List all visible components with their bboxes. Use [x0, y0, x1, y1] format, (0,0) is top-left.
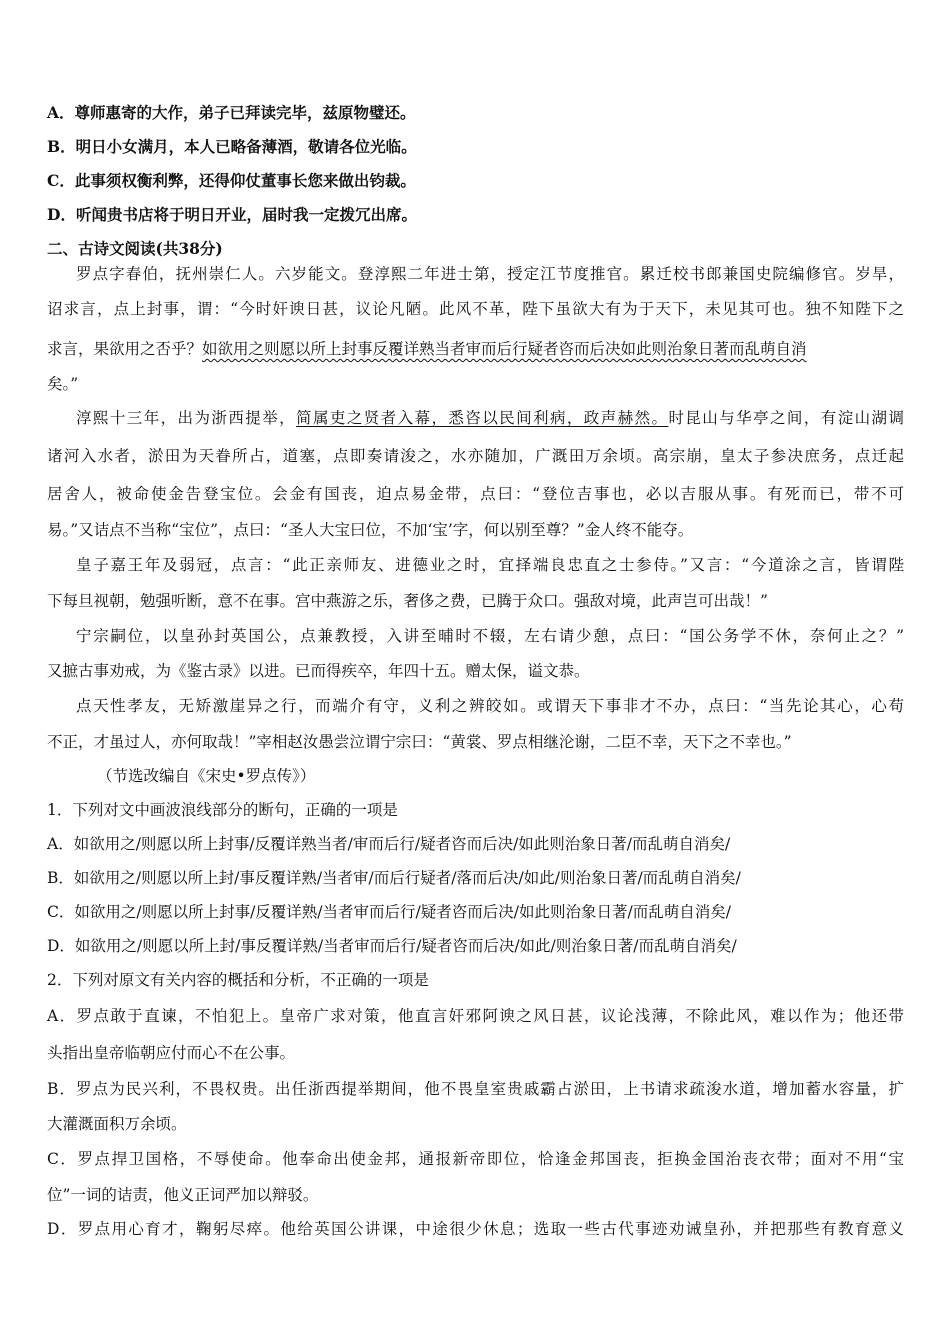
passage-p1-line2: 诏求言，点上封事，谓：“今时奸谀日甚，议论凡陋。此风不革，陛下虽欲大有为于天下，未见其可也。独不知陛下之	[47, 300, 904, 318]
option-b-top: B．明日小女满月，本人已略备薄酒，敬请各位光临。	[47, 137, 417, 156]
passage-p4-line1: 宁宗嗣位，以皇孙封英国公，点兼教授，入讲至晡时不辍，左右请少憩，点曰：“国公务学不休，奈何止之？”	[76, 627, 904, 645]
q1-option-a: A．如欲用之/则愿以所上封事/反覆详熟当者/审而后行/疑者咨而后决/如此则治象日著/而乱萌自消矣/	[47, 835, 731, 853]
passage-p4-line2: 又摭古事劝戒，为《鉴古录》以进。已而得疾卒，年四十五。赠太保，谥文恭。	[47, 662, 590, 680]
q2-option-c-line2: 位”一词的诘责，他义正词严加以辩驳。	[47, 1186, 319, 1204]
passage-p1-line1: 罗点字春伯，抚州崇仁人。六岁能文。登淳熙二年进士第，授定江节度推官。累迁校书郎兼国史院编修官。岁旱，	[76, 265, 904, 283]
q2-option-a-line2: 头指出皇帝临朝应付而心不在公事。	[47, 1044, 296, 1062]
q1-option-b: B．如欲用之/则愿以所上封/事反覆详熟/当者审/而后行疑者/落而后决/如此/则治象日著/而乱萌自消矣/	[47, 869, 741, 887]
q1-option-c: C．如欲用之/则愿以所上封事/反覆详熟/当者审而后行/疑者咨而后决/如此则治象日著/而乱萌自消矣/	[47, 903, 731, 921]
q2-option-b-line1: B．罗点为民兴利，不畏权贵。出任浙西提举期间，他不畏皇室贵戚霸占淤田，上书请求疏浚水道，增加蓄水容量，扩	[47, 1080, 904, 1098]
passage-p5-line2: 不正，才虽过人，亦何取哉！”宰相赵汝愚尝泣谓宁宗曰：“黄裳、罗点相继沦谢，二臣不幸，天下之不幸也。”	[47, 733, 792, 751]
q2-option-a-line1: A．罗点敢于直谏，不怕犯上。皇帝广求对策，他直言奸邪阿谀之风日甚，议论浅薄，不除此风，难以作为；他还带	[47, 1007, 904, 1025]
passage-p2-line1-b: 时昆山与华亭之间，有淀山湖调	[668, 409, 904, 427]
passage-p3-line1: 皇子嘉王年及弱冠，点言：“此正亲师友、进德业之时，宜择端良忠直之士参侍。”又言：“今道涂之言，皆谓陛	[76, 556, 904, 574]
option-c-top: C．此事须权衡利弊，还得仰仗董事长您来做出钧裁。	[47, 171, 416, 190]
option-a-top: A．尊师惠寄的大作，弟子已拜读完毕，兹原物璧还。	[47, 103, 416, 122]
q2-option-d-line1: D．罗点用心育才，鞠躬尽瘁。他给英国公讲课，中途很少休息；选取一些古代事迹劝诫皇孙，并把那些有教育意义	[47, 1220, 904, 1238]
passage-p1-line3-text: 求言，果欲用之否乎？	[47, 340, 203, 358]
q2-option-c-line1: C．罗点捍卫国格，不辱使命。他奉命出使金邦，通报新帝即位，恰逢金邦国丧，拒换金国治丧衣带；面对不用“宝	[47, 1150, 904, 1168]
q2-stem: 2．下列对原文有关内容的概括和分析，不正确的一项是	[47, 971, 429, 989]
option-d-top: D．听闻贵书店将于明日开业，届时我一定拨冗出席。	[47, 205, 417, 224]
passage-p2-line3: 居舍人，被命使金告登宝位。会金有国丧，迫点易金带，点曰：“登位吉事也，必以吉服从事。有死而已，带不可	[47, 485, 904, 503]
passage-p2-line1-a: 淳熙十三年，出为浙西提举，	[76, 409, 297, 427]
q1-option-d: D．如欲用之/则愿以所上封/事反覆详熟/当者审而后行/疑者咨而后决/如此/则治象日著/而乱萌自消矣/	[47, 937, 737, 955]
passage-p1-line4: 矣。”	[47, 375, 79, 393]
wavy-underlined-sentence: 如欲用之则愿以所上封事反覆详熟当者审而后行疑者咨而后决如此则治象日著而乱萌自消	[202, 340, 807, 358]
passage-p3-line2: 下每旦视朝，勉强听断，意不在事。宫中燕游之乐，奢侈之费，已腾于众口。强敌对境，此声岂可出哉！”	[47, 592, 768, 610]
underlined-sentence: 简属吏之贤者入幕，悉咨以民间利病，政声赫然。	[296, 409, 669, 427]
section-title: 二、古诗文阅读(共38分)	[47, 239, 223, 258]
q2-option-b-line2: 大灌溉面积万余顷。	[47, 1115, 187, 1133]
passage-p2-line4: 易。”又诘点不当称“宝位”，点曰：“圣人大宝曰位，不加‘宝’字，何以别至尊？”金人终不能夺。	[47, 521, 694, 539]
passage-p1-line3	[47, 339, 807, 359]
passage-p5-line1: 点天性孝友，无矫激崖异之行，而端介有守，义利之辨皎如。或谓天下事非才不办，点曰：“当先论其心，心苟	[76, 697, 904, 715]
passage-source: （节选改编自《宋史•罗点传》）	[97, 767, 316, 785]
passage-p2-line1	[76, 408, 904, 428]
passage-p2-line2: 诸河入水者，淤田为天眷所占，道塞，点即奏请浚之，水亦随加，广溉田万余顷。高宗崩，皇太子参决庶务，点迁起	[47, 447, 904, 465]
q1-stem: 1．下列对文中画波浪线部分的断句，正确的一项是	[47, 801, 398, 819]
